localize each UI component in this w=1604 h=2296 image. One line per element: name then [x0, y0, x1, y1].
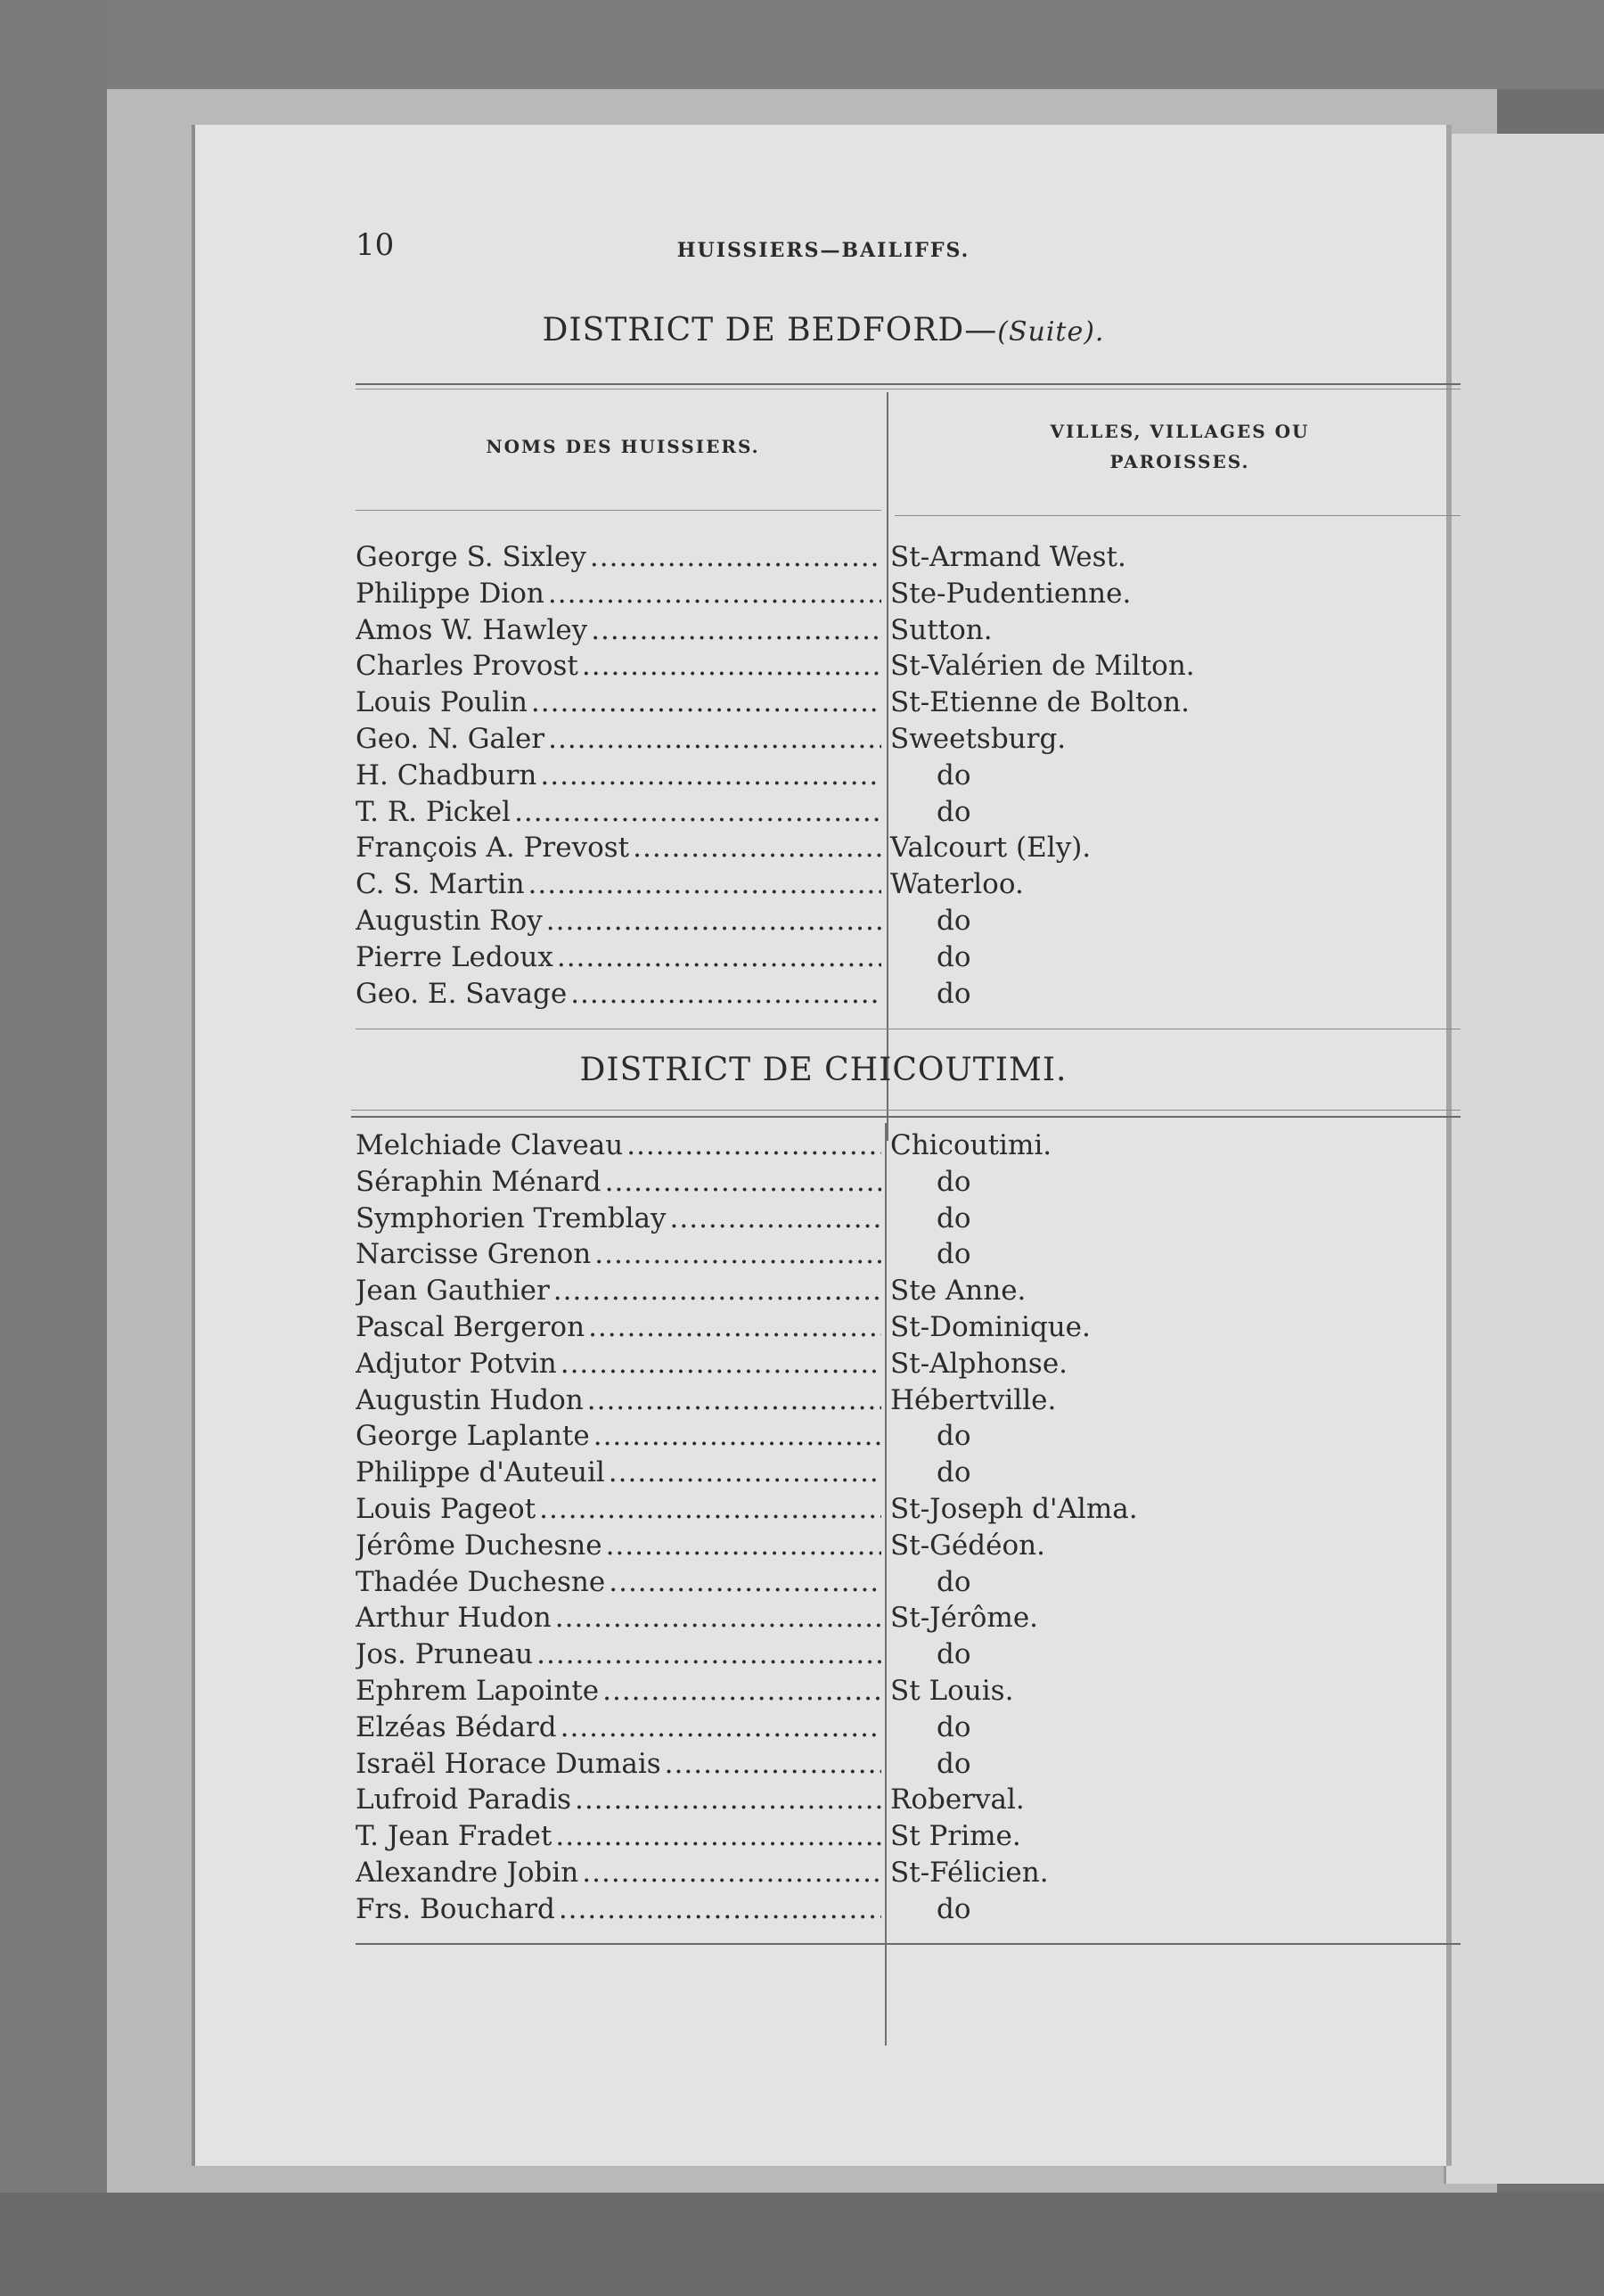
huissier-place: St-Etienne de Bolton. — [890, 686, 1190, 719]
huissier-place: do — [937, 1638, 971, 1671]
table-row — [195, 1636, 1452, 1673]
table-row — [195, 1491, 1452, 1528]
column-header-places-line2: PAROISSES. — [1109, 451, 1250, 472]
huissier-name: Augustin Roy ..... — [356, 903, 881, 939]
table-row — [195, 976, 1452, 1013]
column-header-names: NOMS DES HUISSIERS. — [486, 436, 760, 457]
district-bedford-suffix: (Suite). — [997, 316, 1105, 348]
scan-background-left — [0, 0, 107, 2296]
huissier-place: Waterloo. — [890, 868, 1024, 901]
huissier-place: Sweetsburg. — [890, 722, 1067, 755]
huissier-place: do — [937, 758, 971, 791]
huissier-name: Israël Horace Dumais ..... — [356, 1746, 881, 1782]
huissier-place: Sutton. — [890, 613, 993, 646]
table-row — [195, 830, 1452, 866]
header-rule-bottom-names — [356, 510, 881, 511]
huissier-place: do — [937, 1747, 971, 1780]
table-row — [195, 1673, 1452, 1710]
huissier-name: Alexandre Jobin ..... — [356, 1855, 881, 1890]
huissier-name: T. Jean Fradet ..... — [356, 1818, 881, 1854]
huissier-name: H. Chadburn ..... — [356, 758, 881, 793]
header-rule-top — [356, 383, 1461, 385]
table-row — [195, 1128, 1452, 1164]
huissier-place: St-Joseph d'Alma. — [890, 1492, 1138, 1525]
huissier-name: Adjutor Potvin ..... — [356, 1346, 881, 1382]
table-row — [195, 758, 1452, 794]
district-bedford-title — [195, 312, 1452, 348]
table-row — [195, 1528, 1452, 1564]
huissier-name: Augustin Hudon ..... — [356, 1382, 881, 1418]
table-row — [195, 1891, 1452, 1928]
chicoutimi-entries — [195, 1128, 1452, 1928]
table-row — [195, 1600, 1452, 1636]
huissier-name: Philippe Dion ..... — [356, 576, 881, 611]
huissier-place: Hébertville. — [890, 1383, 1057, 1416]
table-row — [195, 1309, 1452, 1346]
huissier-place: St-Gédéon. — [890, 1529, 1045, 1562]
huissier-name: Arthur Hudon ..... — [356, 1600, 881, 1636]
table-row — [195, 903, 1452, 939]
huissier-place: do — [937, 1201, 971, 1234]
huissier-name: Pierre Ledoux ..... — [356, 939, 881, 975]
facing-page-edge — [1444, 134, 1604, 2184]
huissier-name: Ephrem Lapointe ..... — [356, 1673, 881, 1709]
huissier-place: Valcourt (Ely). — [890, 832, 1092, 865]
table-row — [195, 794, 1452, 831]
table-row — [195, 1746, 1452, 1783]
huissier-name: Lufroid Paradis ..... — [356, 1782, 881, 1817]
table-row — [195, 1346, 1452, 1382]
huissier-name: Melchiade Claveau ..... — [356, 1128, 881, 1163]
table-row — [195, 685, 1452, 721]
huissier-place: St-Dominique. — [890, 1310, 1091, 1343]
table-row — [195, 1564, 1452, 1601]
huissier-place: do — [937, 1420, 971, 1453]
huissier-name: C. S. Martin ..... — [356, 866, 881, 902]
huissier-name: George Laplante ..... — [356, 1418, 881, 1454]
table-row — [195, 648, 1452, 685]
huissier-place: St-Jérôme. — [890, 1602, 1039, 1635]
table-row — [195, 1418, 1452, 1455]
huissier-name: Pascal Bergeron ..... — [356, 1309, 881, 1345]
huissier-name: Elzéas Bédard ..... — [356, 1710, 881, 1745]
district-chicoutimi-title: DISTRICT DE CHICOUTIMI. — [579, 1052, 1068, 1088]
chicoutimi-end-rule — [356, 1943, 1461, 1945]
huissier-place: do — [937, 795, 971, 828]
huissier-name: Jérôme Duchesne ..... — [356, 1528, 881, 1563]
scan-background-bottom — [0, 2193, 1604, 2296]
bedford-entries — [195, 539, 1452, 1012]
book-page — [192, 125, 1452, 2166]
huissier-place: St Prime. — [890, 1820, 1021, 1853]
huissier-place: St-Félicien. — [890, 1856, 1049, 1889]
running-head: HUISSIERS—BAILIFFS. — [676, 239, 970, 262]
huissier-name: Séraphin Ménard ..... — [356, 1164, 881, 1200]
chicoutimi-rule-top — [351, 1110, 1461, 1111]
huissier-name: George S. Sixley ..... — [356, 539, 881, 575]
table-row — [195, 939, 1452, 976]
huissier-place: do — [937, 1238, 971, 1271]
huissier-place: St-Alphonse. — [890, 1347, 1068, 1380]
header-rule-top-thin — [356, 389, 1461, 390]
table-row — [195, 1855, 1452, 1891]
huissier-place: Ste-Pudentienne. — [890, 577, 1132, 610]
table-row — [195, 612, 1452, 649]
table-row — [195, 721, 1452, 758]
table-row — [195, 1710, 1452, 1746]
huissier-place: do — [937, 1710, 971, 1743]
table-row — [195, 1273, 1452, 1309]
huissier-place: St-Valérien de Milton. — [890, 650, 1195, 683]
table-row — [195, 576, 1452, 612]
huissier-name: Jean Gauthier ..... — [356, 1273, 881, 1308]
scan-background-top — [0, 0, 1604, 89]
huissier-name: Louis Poulin ..... — [356, 685, 881, 720]
table-row — [195, 539, 1452, 576]
huissier-name: Charles Provost ..... — [356, 648, 881, 684]
huissier-name: Jos. Pruneau ..... — [356, 1636, 881, 1672]
table-row — [195, 866, 1452, 903]
huissier-place: do — [937, 1565, 971, 1598]
table-row — [195, 1818, 1452, 1855]
huissier-place: do — [937, 977, 971, 1010]
huissier-place: St Louis. — [890, 1674, 1014, 1707]
header-rule-bottom-places — [895, 515, 1461, 516]
huissier-place: do — [937, 1165, 971, 1198]
huissier-name: Narcisse Grenon ..... — [356, 1236, 881, 1272]
huissier-place: St-Armand West. — [890, 541, 1126, 573]
page-number: 10 — [356, 227, 395, 263]
table-row — [195, 1455, 1452, 1491]
huissier-place: do — [937, 1456, 971, 1489]
huissier-place: do — [937, 940, 971, 973]
table-row — [195, 1236, 1452, 1273]
huissier-place: do — [937, 1892, 971, 1925]
district-bedford-title-text: DISTRICT DE BEDFORD— — [542, 312, 998, 348]
huissier-name: Geo. E. Savage ..... — [356, 976, 881, 1012]
huissier-place: Chicoutimi. — [890, 1129, 1052, 1161]
huissier-name: François A. Prevost ..... — [356, 830, 881, 865]
table-row — [195, 1382, 1452, 1419]
huissier-name: Frs. Bouchard ..... — [356, 1891, 881, 1927]
table-row — [195, 1201, 1452, 1237]
huissier-name: Thadée Duchesne ..... — [356, 1564, 881, 1600]
huissier-place: Ste Anne. — [890, 1275, 1027, 1308]
table-row — [195, 1164, 1452, 1201]
huissier-name: Symphorien Tremblay ..... — [356, 1201, 881, 1236]
chicoutimi-rule-top-thick — [351, 1116, 1461, 1118]
huissier-name: Amos W. Hawley ..... — [356, 612, 881, 648]
column-header-places-line1: VILLES, VILLAGES OU — [1050, 421, 1310, 442]
huissier-name: Geo. N. Galer ..... — [356, 721, 881, 757]
huissier-place: do — [937, 904, 971, 937]
table-row — [195, 1782, 1452, 1818]
huissier-name: Louis Pageot ..... — [356, 1491, 881, 1527]
huissier-name: T. R. Pickel ..... — [356, 794, 881, 830]
huissier-place: Roberval. — [890, 1784, 1025, 1816]
huissier-name: Philippe d'Auteuil ..... — [356, 1455, 881, 1490]
